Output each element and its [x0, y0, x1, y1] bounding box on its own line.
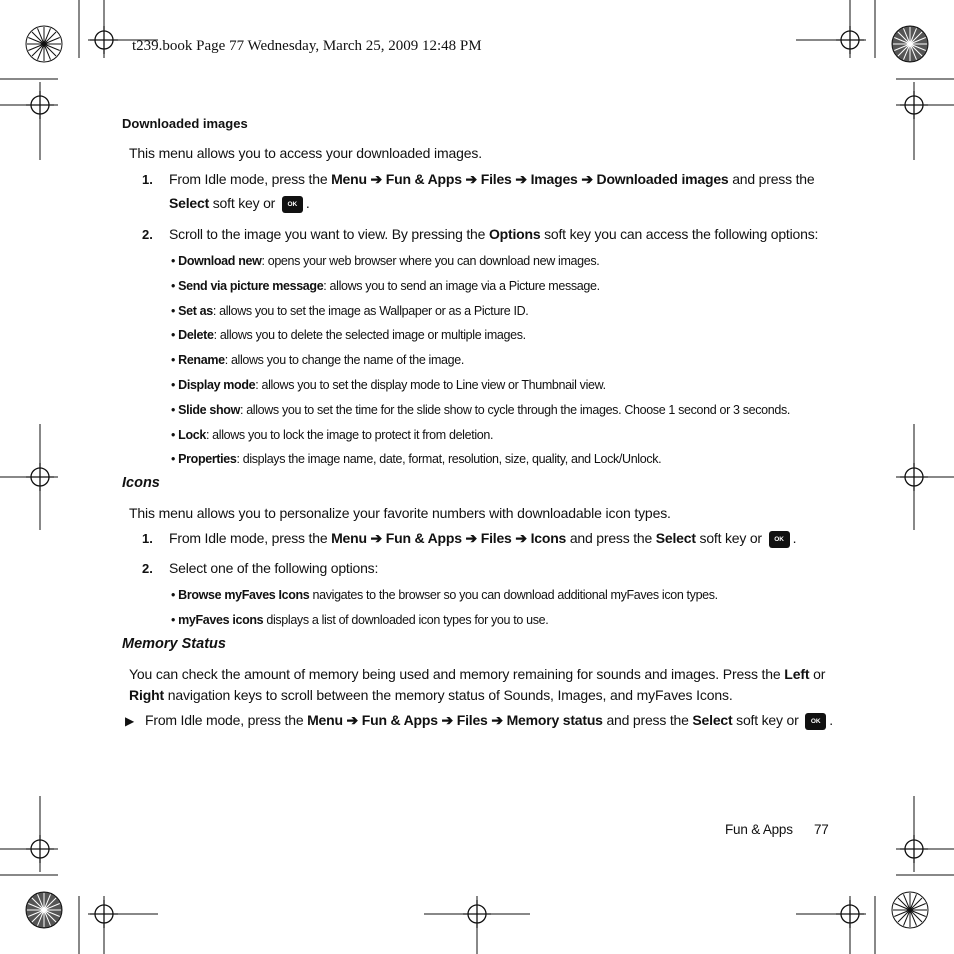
step-1-line-1: From Idle mode, press the Menu ➔ Fun & Apps ➔ Files ➔ Images ➔ Downloaded images and press the [169, 171, 815, 187]
bullet-icon: • [171, 378, 179, 392]
option-list-item [171, 428, 493, 442]
icons-step-1: From Idle mode, press the Menu ➔ Fun & Apps ➔ Files ➔ Icons and press the Select soft key or OK . [169, 530, 797, 546]
option-list-item [171, 304, 528, 318]
option-list-item [171, 588, 718, 602]
option-list-item [171, 613, 548, 627]
memory-paragraph-line-1: You can check the amount of memory being used and memory remaining for sounds and images. Press the Left or [129, 666, 826, 682]
bullet-icon: • [171, 254, 179, 268]
step-1-line-2: Select soft key or OK . [169, 195, 310, 211]
option-description: : allows you to change the name of the image. [224, 353, 464, 368]
bullet-icon: • [171, 427, 179, 442]
option-term: Lock [178, 427, 206, 442]
option-description: navigates to the browser so you can download additional myFaves icon types. [309, 588, 718, 602]
icons-intro: This menu allows you to personalize your favorite numbers with downloadable icon types. [129, 505, 671, 521]
ok-key-icon: OK [769, 531, 790, 548]
option-term: Send via picture message [178, 278, 324, 293]
memory-paragraph-line-2: Right navigation keys to scroll between the memory status of Sounds, Images, and myFaves Icons. [129, 687, 733, 703]
option-description: : displays the image name, date, format, resolution, size, quality, and Lock/Unlock. [236, 452, 662, 467]
option-list-item [171, 353, 464, 367]
bullet-icon: • [171, 303, 179, 318]
option-term: Slide show [178, 402, 240, 417]
option-description: : allows you to lock the image to protect it from deletion. [205, 427, 494, 442]
bullet-icon: • [171, 452, 179, 467]
option-description: : allows you to set the display mode to Line view or Thumbnail view. [255, 378, 606, 392]
option-list-item [171, 279, 600, 293]
bullet-icon: • [171, 588, 179, 602]
option-list-item [171, 452, 661, 466]
option-term: myFaves icons [178, 613, 264, 627]
step-2: Scroll to the image you want to view. By pressing the Options soft key you can access the following options: [169, 226, 819, 242]
option-list-item [171, 254, 599, 268]
option-term: Delete [178, 328, 214, 343]
bullet-icon: • [171, 402, 179, 417]
print-stamp: t239.book Page 77 Wednesday, March 25, 2009 12:48 PM [132, 38, 482, 54]
option-term: Download new [178, 254, 262, 268]
downloaded-intro: This menu allows you to access your downloaded images. [129, 145, 482, 161]
bullet-icon: • [171, 613, 179, 627]
bullet-icon: • [171, 353, 179, 368]
step-number: 2. [142, 561, 153, 576]
option-term: Browse myFaves Icons [178, 588, 310, 602]
option-list-item [171, 403, 790, 417]
option-description: : allows you to delete the selected image or multiple images. [213, 328, 526, 343]
option-list-item [171, 378, 606, 392]
icons-step-2: Select one of the following options: [169, 560, 379, 576]
step-number: 2. [142, 227, 153, 242]
option-term: Display mode [178, 378, 256, 392]
option-list-item [171, 328, 526, 342]
bullet-icon: • [171, 278, 179, 293]
section-heading-icons: Icons [122, 475, 160, 491]
option-description: : allows you to set the time for the slide show to cycle through the images. Choose 1 second or 3 seconds. [239, 402, 790, 417]
option-term: Rename [178, 353, 225, 368]
option-term: Set as [178, 303, 213, 318]
option-description: displays a list of downloaded icon types for you to use. [263, 613, 549, 627]
page-number: 77 [814, 822, 829, 837]
ok-key-icon: OK [282, 196, 303, 213]
section-heading-downloaded-images: Downloaded images [122, 116, 248, 131]
step-number: 1. [142, 531, 153, 546]
option-description: : allows you to set the image as Wallpaper or as a Picture ID. [212, 303, 529, 318]
section-heading-memory-status: Memory Status [122, 636, 226, 652]
option-description: : allows you to send an image via a Picture message. [323, 278, 600, 293]
option-description: : opens your web browser where you can download new images. [261, 254, 600, 268]
footer-section-name: Fun & Apps [725, 822, 793, 837]
memory-step: From Idle mode, press the Menu ➔ Fun & Apps ➔ Files ➔ Memory status and press the Select soft key or OK . [145, 712, 833, 728]
bullet-icon: • [171, 328, 179, 343]
step-number: 1. [142, 172, 153, 187]
option-term: Properties [178, 452, 237, 467]
step-arrow-icon: ▶ [125, 714, 135, 728]
ok-key-icon: OK [805, 713, 826, 730]
